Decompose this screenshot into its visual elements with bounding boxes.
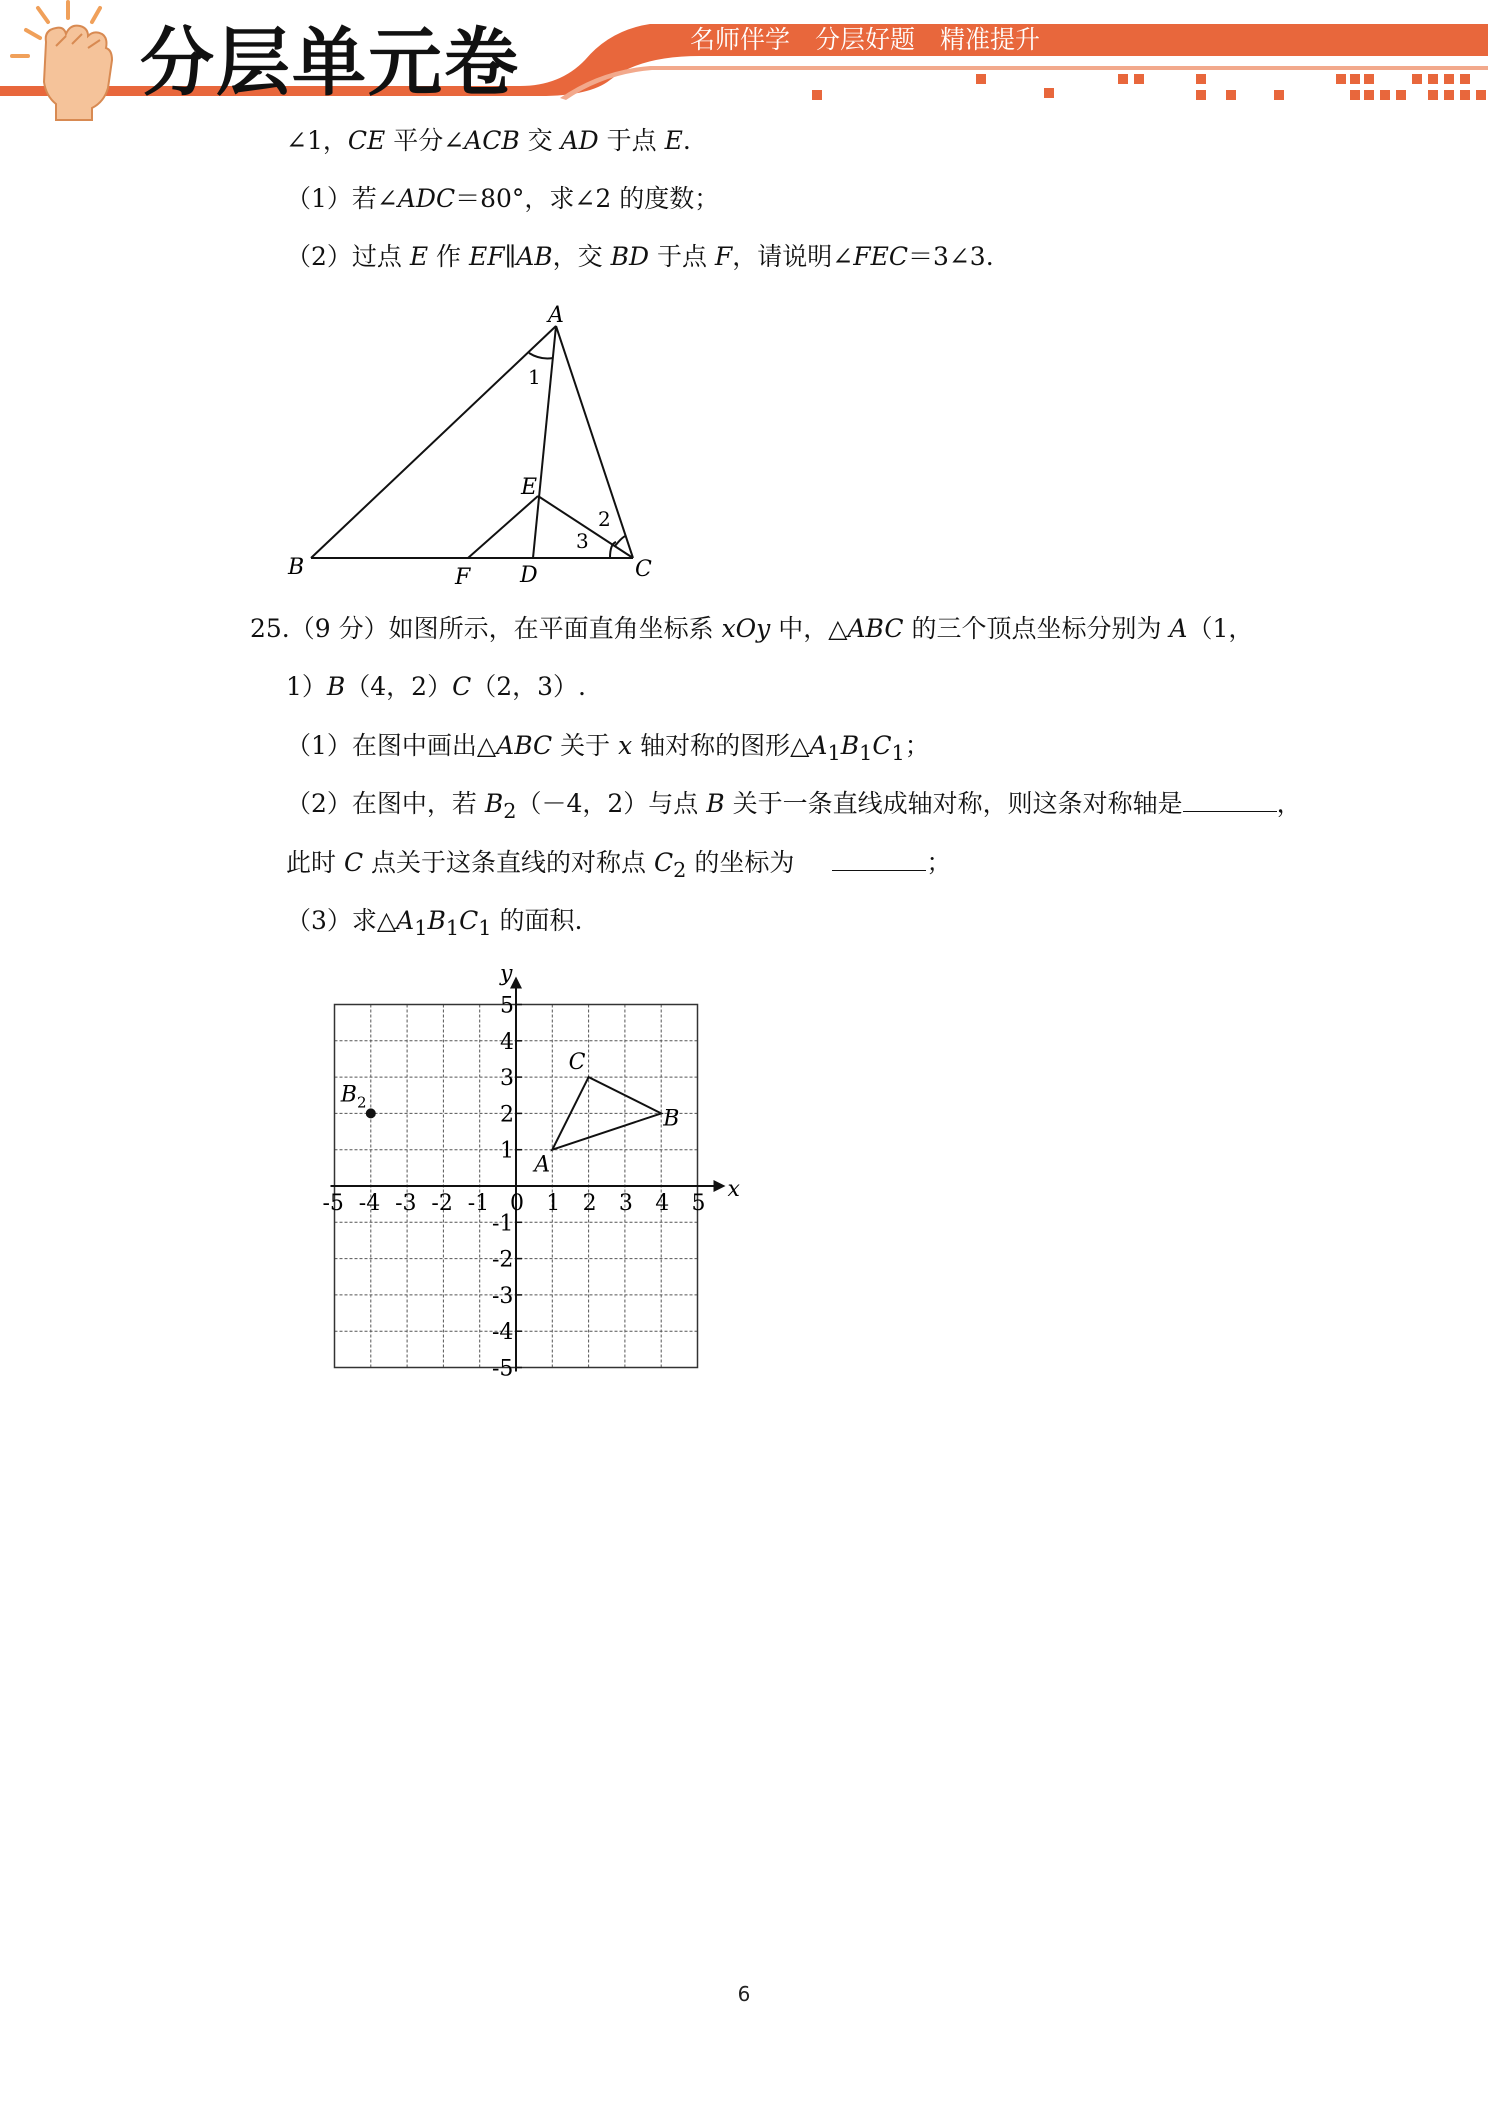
q25-part2b: 此时 C 点关于这条直线的对称点 $C_2$ 的坐标为 ； [286, 848, 952, 882]
brand-title: 分层单元卷 [140, 20, 520, 106]
label-A: A [548, 303, 564, 328]
x-tick-label: 3 [618, 1191, 633, 1216]
label-B: B [288, 555, 305, 580]
y-tick-label: 5 [500, 993, 514, 1019]
y-tick-label: 1 [500, 1138, 514, 1164]
label-angle3: 3 [576, 529, 589, 553]
x-tick-label: -5 [322, 1191, 344, 1216]
y-tick-label: -3 [492, 1283, 514, 1309]
q24-part1: （1）若∠ADC＝80°，求∠2 的度数； [286, 184, 720, 213]
x-tick-label: -3 [395, 1191, 417, 1216]
q24-line0: ∠1，CE 平分∠ACB 交 AD 于点 E. [286, 126, 691, 155]
segment-AD [533, 326, 556, 558]
point-label-subscript: 2 [356, 1093, 367, 1112]
segment-AC [556, 326, 633, 558]
point-B2 [366, 1108, 376, 1118]
q25-line1: 25.（9 分）如图所示，在平面直角坐标系 xOy 中，△ABC 的三个顶点坐标分别为 A（1， [250, 614, 1254, 643]
segment-EF [468, 496, 538, 558]
label-C: C [635, 557, 652, 582]
q25-line2: 1）B（4，2）C（2，3）. [286, 672, 586, 701]
page-number: 6 [737, 1982, 751, 2006]
y-tick-label: -4 [492, 1320, 514, 1346]
answer-blank-c2[interactable] [832, 850, 926, 871]
y-tick-label: 4 [500, 1029, 514, 1055]
point-label-C: C [568, 1050, 586, 1076]
y-tick-label: 2 [500, 1102, 514, 1128]
label-F: F [455, 565, 471, 590]
x-tick-label: 1 [546, 1191, 561, 1216]
label-angle2: 2 [598, 507, 611, 531]
label-D: D [520, 563, 538, 588]
y-tick-label: -2 [492, 1247, 514, 1273]
point-label-B2: $B_2$ [340, 1082, 367, 1112]
y-tick-label: 3 [500, 1066, 514, 1092]
page-header [0, 0, 1488, 120]
x-tick-label: -1 [467, 1191, 490, 1216]
point-label-B: B [663, 1106, 680, 1132]
coordinate-grid-chart [280, 955, 740, 1382]
q25-part1: （1）在图中画出△ABC 关于 x 轴对称的图形$\triangle A_1B_1C_1$； [286, 731, 930, 765]
raised-fist-icon [8, 0, 138, 120]
label-angle1: 1 [528, 365, 541, 389]
x-axis-arrow [714, 1180, 726, 1192]
angle2-arc [615, 536, 626, 546]
answer-blank-axis[interactable] [1183, 791, 1277, 812]
q24-part2: （2）过点 E 作 EF∥AB，交 BD 于点 F，请说明∠FEC＝3∠3. [286, 242, 994, 271]
x-axis-label: x [727, 1177, 740, 1202]
x-tick-label: 0 [510, 1191, 524, 1216]
q25-part2a: （2）在图中，若 $B_2(-4$，2）与点 B 关于一条直线成轴对称，则这条对称轴是 ， [286, 789, 1302, 823]
header-slogan: 名师伴学 分层好题 精准提升 [690, 25, 1041, 54]
q25-part3: （3）求$\triangle A_1B_1C_1$ 的面积. [286, 906, 583, 940]
triangle-figure [280, 300, 680, 590]
x-tick-label: 5 [691, 1191, 706, 1216]
x-tick-label: 4 [655, 1191, 670, 1216]
label-E: E [521, 475, 538, 500]
point-label-A: A [534, 1152, 551, 1178]
angle1-arc [529, 353, 553, 358]
x-tick-label: -4 [358, 1191, 381, 1216]
y-tick-label: -1 [492, 1211, 514, 1237]
segment-AB [311, 326, 556, 558]
y-tick-label: -5 [492, 1356, 514, 1382]
y-axis-label: y [500, 961, 513, 987]
x-tick-label: 2 [582, 1191, 597, 1216]
x-tick-label: -2 [431, 1191, 453, 1216]
